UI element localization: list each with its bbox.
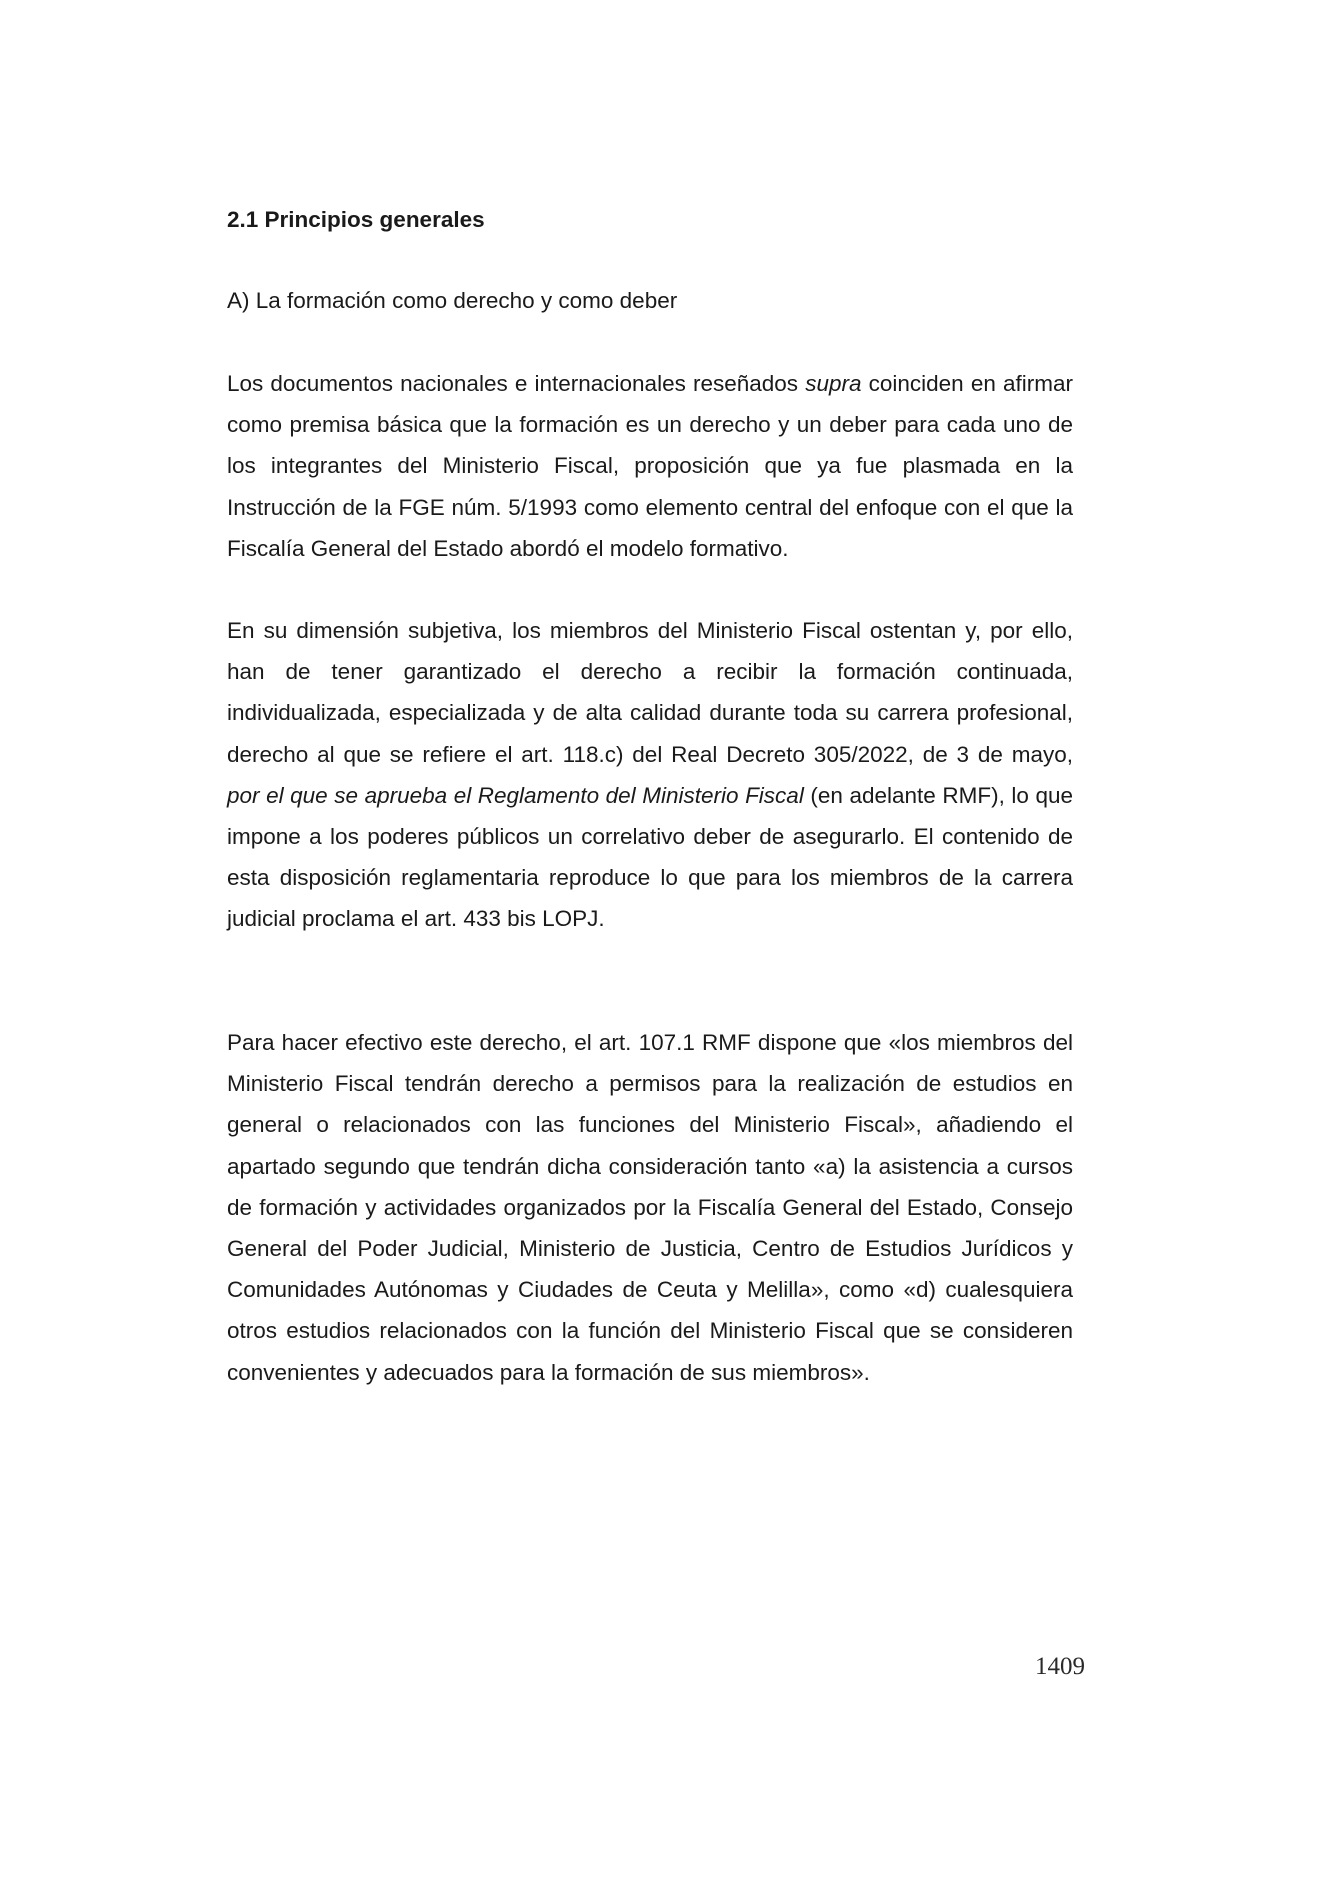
page-number: 1409 [1035,1653,1085,1680]
paragraph-1-text-a: Los documentos nacionales e internacionales reseñados [227,371,806,396]
paragraph-2 [227,610,1073,940]
section-heading: 2.1 Principios generales [227,207,485,232]
paragraph-2-text-a: En su dimensión subjetiva, los miembros del Ministerio Fiscal ostentan y, por ello, han de tener garantizado el derecho a recibir la formación continuada, individualizada, especializada y de alta calidad durante toda su carrera profesional, derecho al que se refiere el art. 118.c) del Real Decreto 305/2022, de 3 de mayo, [227,618,1073,767]
paragraph-2-italic: por el que se aprueba el Reglamento del Ministerio Fiscal [227,782,804,808]
paragraph-2-text-b: (en adelante RMF), lo que impone a los poderes públicos un correlativo deber de asegurarlo. El contenido de esta disposición reglamentaria reproduce lo que para los miembros de la carrera judicial proclama el art. 433 bis LOPJ. [227,782,1074,932]
page-body [227,200,1074,1385]
paragraph-1-italic: supra [805,371,862,396]
paragraph-1 [227,363,1073,569]
paragraph-1-text-b: coinciden en afirmar como premisa básica que la formación es un derecho y un deber para cada uno de los integrantes del Ministerio Fiscal, proposición que ya fue plasmada en la Instrucción de la FGE núm. 5/1993 como elemento central del enfoque con el que la Fiscalía General del Estado abordó el modelo formativo. [227,371,1073,561]
section-subheading: A) La formación como derecho y como deber [227,288,678,313]
paragraph-3: Para hacer efectivo este derecho, el art. 107.1 RMF dispone que «los miembros del Ministerio Fiscal tendrán derecho a permisos para la realización de estudios en general o relacionados con las funciones del Ministerio Fiscal», añadiendo el apartado segundo que tendrán dicha consideración tanto «a) la asistencia a cursos de formación y actividades organizados por la Fiscalía General del Estado, Consejo General del Poder Judicial, Ministerio de Justicia, Centro de Estudios Jurídicos y Comunidades Autónomas y Ciudades de Ceuta y Melilla», como «d) cualesquiera otros estudios relacionados con la función del Ministerio Fiscal que se consideren convenientes y adecuados para la formación de sus miembros». [227,1030,1073,1385]
